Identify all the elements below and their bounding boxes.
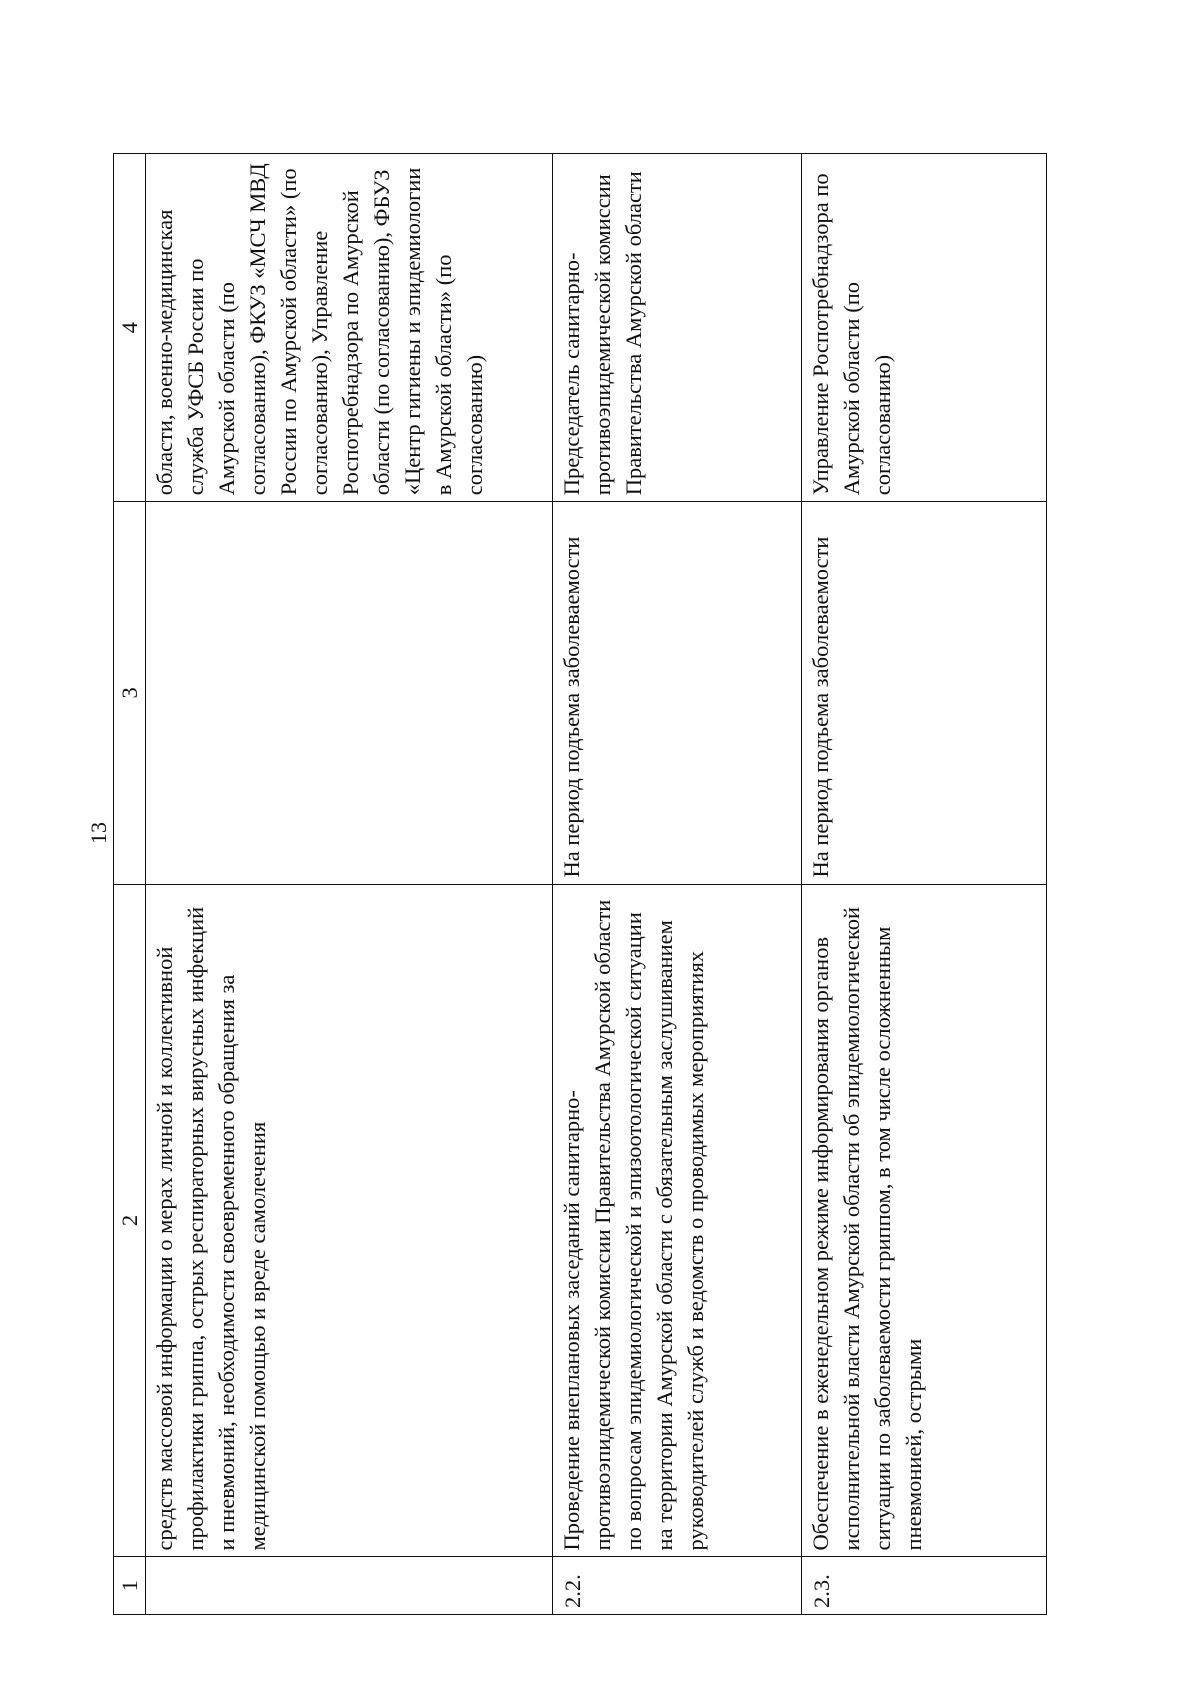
measures-table [113,153,1047,1615]
table-row [553,154,802,1615]
table-header-row [114,154,146,1615]
measure-period: На период подъема заболеваемости [553,502,802,884]
page-number: 13 [86,822,111,844]
measure-responsible: Председатель санитарно-противоэпидемической комиссии Правительства Амурской области [553,154,802,502]
column-header-2: 2 [114,884,146,1557]
table-row [802,154,1047,1615]
row-number: 2.3. [802,1557,1047,1615]
row-number [146,1557,553,1615]
measure-responsible: области, военно-медицинская служба УФСБ России по Амурской области (по согласованию), ФКУЗ «МСЧ МВД России по Амурской области» (по согласованию), Управление Роспотребнадзора по Амурской области (по согласованию), ФБУЗ «Центр гигиены и эпидемиологии в Амурской области» (по согласованию) [146,154,553,502]
measure-period: На период подъема заболеваемости [802,502,1047,884]
row-number: 2.2. [553,1557,802,1615]
measure-description: Обеспечение в еженедельном режиме информирования органов исполнительной власти Амурской области об эпидемиологической ситуации по заболеваемости гриппом, в том числе осложненным пневмонией, острыми [802,884,1047,1557]
column-header-4: 4 [114,154,146,502]
table-row [146,154,553,1615]
measures-table-container [113,153,1055,1615]
measure-description: Проведение внеплановых заседаний санитарно-противоэпидемической комиссии Правительства Амурской области по вопросам эпидемиологической и эпизоотологической ситуации на территории Амурской области с обязательным заслушиванием руководителей служб и ведомств о проводимых мероприятиях [553,884,802,1557]
column-header-3: 3 [114,502,146,884]
measure-period [146,502,553,884]
measure-description: средств массовой информации о мерах личной и коллективной профилактики гриппа, острых респираторных вирусных инфекций и пневмоний, необходимости своевременного обращения за медицинской помощью и вреде самолечения [146,884,553,1557]
measure-responsible: Управление Роспотребнадзора по Амурской области (по согласованию) [802,154,1047,502]
column-header-1: 1 [114,1557,146,1615]
